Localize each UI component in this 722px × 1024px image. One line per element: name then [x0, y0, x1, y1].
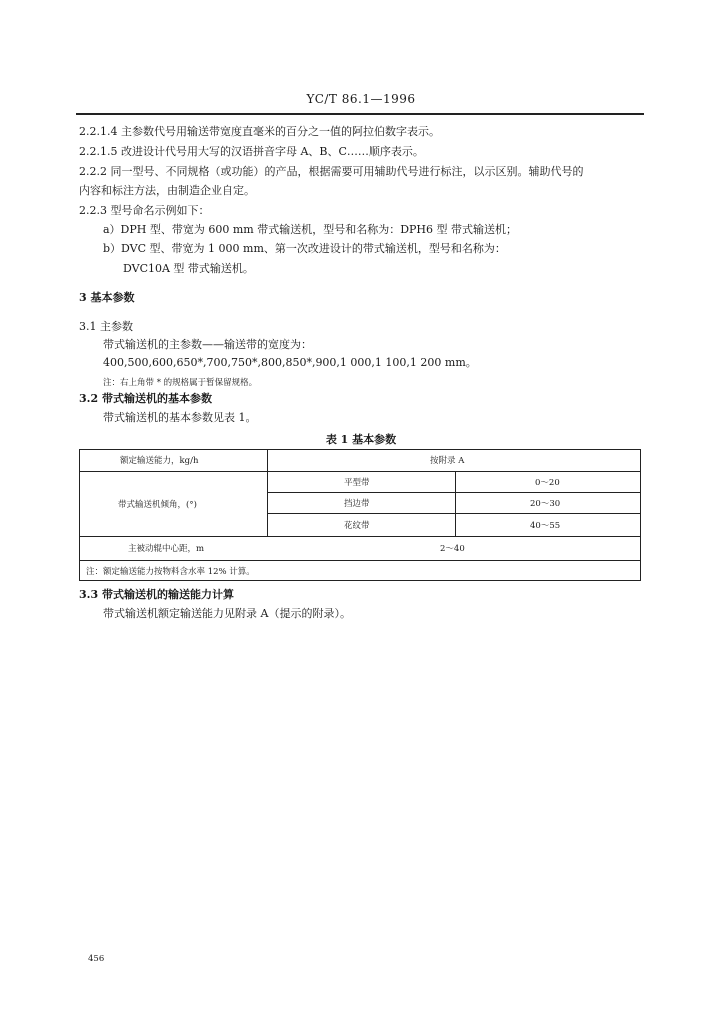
row-angle-label: 带式输送机倾角，(°) [118, 500, 197, 510]
table-note: 注：额定输送能力按物料含水率 12% 计算。 [86, 567, 255, 577]
section-3-2-title: 3.2 带式输送机的基本参数 [79, 392, 212, 405]
section-3-1-title: 3.1 主参数 [79, 320, 133, 333]
page-header: YC/T 86.1—1996 [306, 92, 416, 106]
angle-value-cell: 0～20 [535, 478, 560, 488]
basic-parameters-table [79, 449, 641, 581]
table-rule [80, 560, 640, 561]
table-rule [267, 492, 640, 493]
paragraph-2-2-1-4: 2.2.1.4 主参数代号用输送带宽度直毫米的百分之一值的阿拉伯数字表示。 [79, 125, 440, 138]
belt-type-cell: 花纹带 [344, 521, 370, 531]
paragraph-2-2-1-5: 2.2.1.5 改进设计代号用大写的汉语拼音字母 A、B、C……顺序表示。 [79, 145, 424, 158]
section-3-1-values: 400,500,600,650*,700,750*,800,850*,900,1 000,1 100,1 200 mm。 [103, 356, 477, 369]
row-distance-label: 主被动辊中心距，m [128, 544, 205, 554]
example-b-cont: DVC10A 型 带式输送机。 [123, 262, 254, 275]
header-rule [76, 113, 644, 115]
section-3-3-text: 带式输送机额定输送能力见附录 A（提示的附录）。 [103, 607, 351, 620]
example-a: a）DPH 型、带宽为 600 mm 带式输送机，型号和名称为：DPH6 型 带式输送机； [103, 223, 518, 236]
row-capacity-value: 按附录 A [430, 456, 465, 466]
belt-type-cell: 平型带 [344, 478, 370, 488]
row-distance-value: 2～40 [440, 544, 465, 554]
example-b: b）DVC 型、带宽为 1 000 mm、第一次改进设计的带式输送机，型号和名称为： [103, 242, 506, 255]
table-rule [80, 536, 640, 537]
angle-value-cell: 40～55 [530, 521, 561, 531]
row-capacity-label: 额定输送能力，kg/h [120, 456, 199, 466]
table-rule [455, 471, 456, 536]
section-3-2-text: 带式输送机的基本参数见表 1。 [103, 411, 257, 424]
paragraph-2-2-3: 2.2.3 型号命名示例如下： [79, 204, 210, 217]
table-rule [267, 450, 268, 536]
paragraph-2-2-2: 2.2.2 同一型号、不同规格（或功能）的产品，根据需要可用辅助代号进行标注，以示区别。辅助代号的 [79, 165, 584, 178]
table-rule [80, 471, 640, 472]
paragraph-2-2-2-cont: 内容和标注方法，由制造企业自定。 [79, 184, 255, 197]
table-rule [267, 513, 640, 514]
section-3-title: 3 基本参数 [79, 291, 135, 304]
angle-value-cell: 20～30 [530, 499, 561, 509]
belt-type-cell: 挡边带 [344, 499, 370, 509]
section-3-3-title: 3.3 带式输送机的输送能力计算 [79, 588, 234, 601]
section-3-1-note: 注：右上角带 * 的规格属于暂保留规格。 [103, 378, 258, 388]
section-3-1-text: 带式输送机的主参数——输送带的宽度为： [103, 338, 312, 351]
page-number: 456 [88, 954, 105, 964]
table-caption: 表 1 基本参数 [325, 433, 397, 446]
